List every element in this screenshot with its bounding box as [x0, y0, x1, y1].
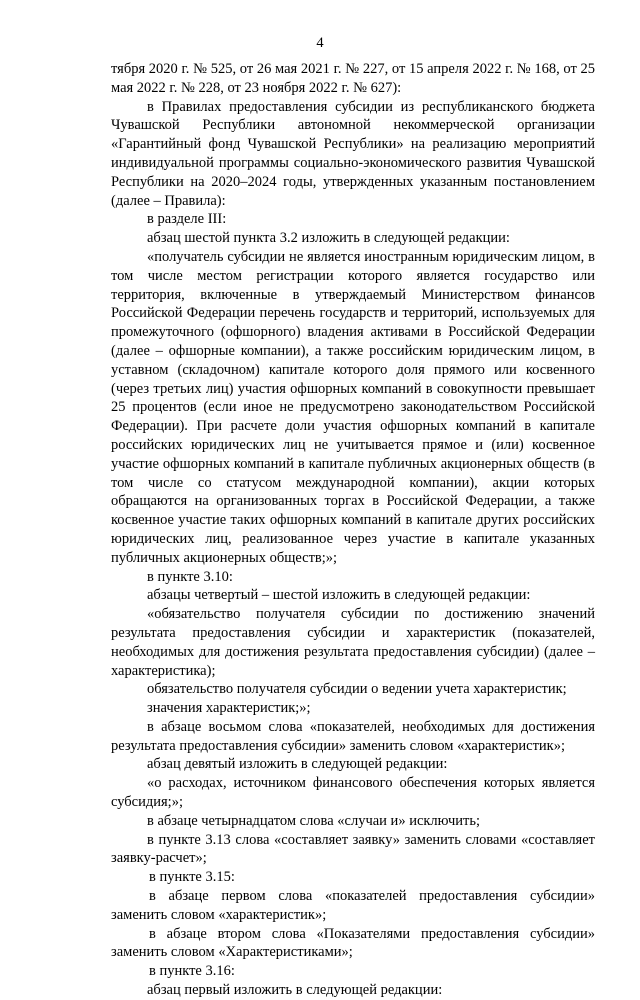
paragraph: «получатель субсидии не является иностранным юридическим лицом, в том числе местом регистрации которого является государство или территория, включенные в утверждаемый Министерством финансов Российской Федерации перечень государств и территорий, используемых для промежуточного (офшорного) владения активами в Российской Федерации (далее – офшорные компании), а также российским юридическим лицом, в уставном (складочном) капитале которого доля прямого или косвенного (через третьих лиц) участия офшорных компаний в совокупности превышает 25 процентов (если иное не предусмотрено законодательством Российской Федерации). При расчете доли участия офшорных компаний в капитале российских юридических лиц не учитывается прямое и (или) косвенное участие офшорных компаний в капитале публичных акционерных обществ (в том числе со статусом международной компании), акции которых обращаются на организованных торгах в Российской Федерации, а также косвенное участие таких офшорных компаний в капитале других российских юридических лиц, реализованное через участие в капитале указанных публичных акционерных обществ;»;: [111, 248, 595, 566]
paragraph: абзацы четвертый – шестой изложить в следующей редакции:: [147, 587, 531, 604]
paragraph: абзац первый изложить в следующей редакции:: [147, 982, 443, 999]
paragraph: в абзаце восьмом слова «показателей, необходимых для достижения результата предоставления субсидии» заменить словом «характеристик»;: [111, 718, 595, 754]
paragraph: обязательство получателя субсидии о ведении учета характеристик;: [147, 681, 567, 698]
paragraph: в пункте 3.10:: [147, 568, 233, 585]
paragraph: абзац шестой пункта 3.2 изложить в следующей редакции:: [147, 230, 510, 247]
paragraph: «обязательство получателя субсидии по достижению значений результата предоставления субсидии и характеристик (показателей, необходимых для достижения результата предоставления субсидии) (далее – характеристика);: [111, 606, 595, 679]
paragraph: в разделе III:: [147, 211, 227, 228]
paragraph: в пункте 3.16:: [149, 963, 235, 980]
paragraph: в Правилах предоставления субсидии из республиканского бюджета Чувашской Республики автономной некоммерческой организации «Гарантийный фонд Чувашской Республики» на реализацию мероприятий индивидуальной программы социально-экономического развития Чувашской Республики на 2020–2024 годы, утвержденных указанным постановлением (далее – Правила):: [111, 98, 595, 209]
paragraph: «о расходах, источником финансового обеспечения которых является субсидия;»;: [111, 775, 595, 811]
paragraph: в абзаце первом слова «показателей предоставления субсидии» заменить словом «характеристик»;: [111, 888, 595, 923]
paragraph: в абзаце втором слова «Показателями предоставления субсидии» заменить словом «Характеристиками»;: [111, 925, 595, 961]
paragraph: в абзаце четырнадцатом слова «случаи и» исключить;: [147, 812, 480, 829]
paragraph: в пункте 3.13 слова «составляет заявку» заменить словами «составляет заявку-расчет»;: [111, 831, 595, 867]
page-number: 4: [316, 35, 324, 51]
paragraph: в пункте 3.15:: [149, 869, 235, 886]
paragraph: значения характеристик;»;: [147, 700, 311, 717]
paragraph: тября 2020 г. № 525, от 26 мая 2021 г. № 227, от 15 апреля 2022 г. № 168, от 25 мая 2022 г. № 228, от 23 ноября 2022 г. № 627):: [111, 61, 595, 96]
document-body: [111, 60, 595, 1000]
paragraph: абзац девятый изложить в следующей редакции:: [147, 756, 448, 773]
